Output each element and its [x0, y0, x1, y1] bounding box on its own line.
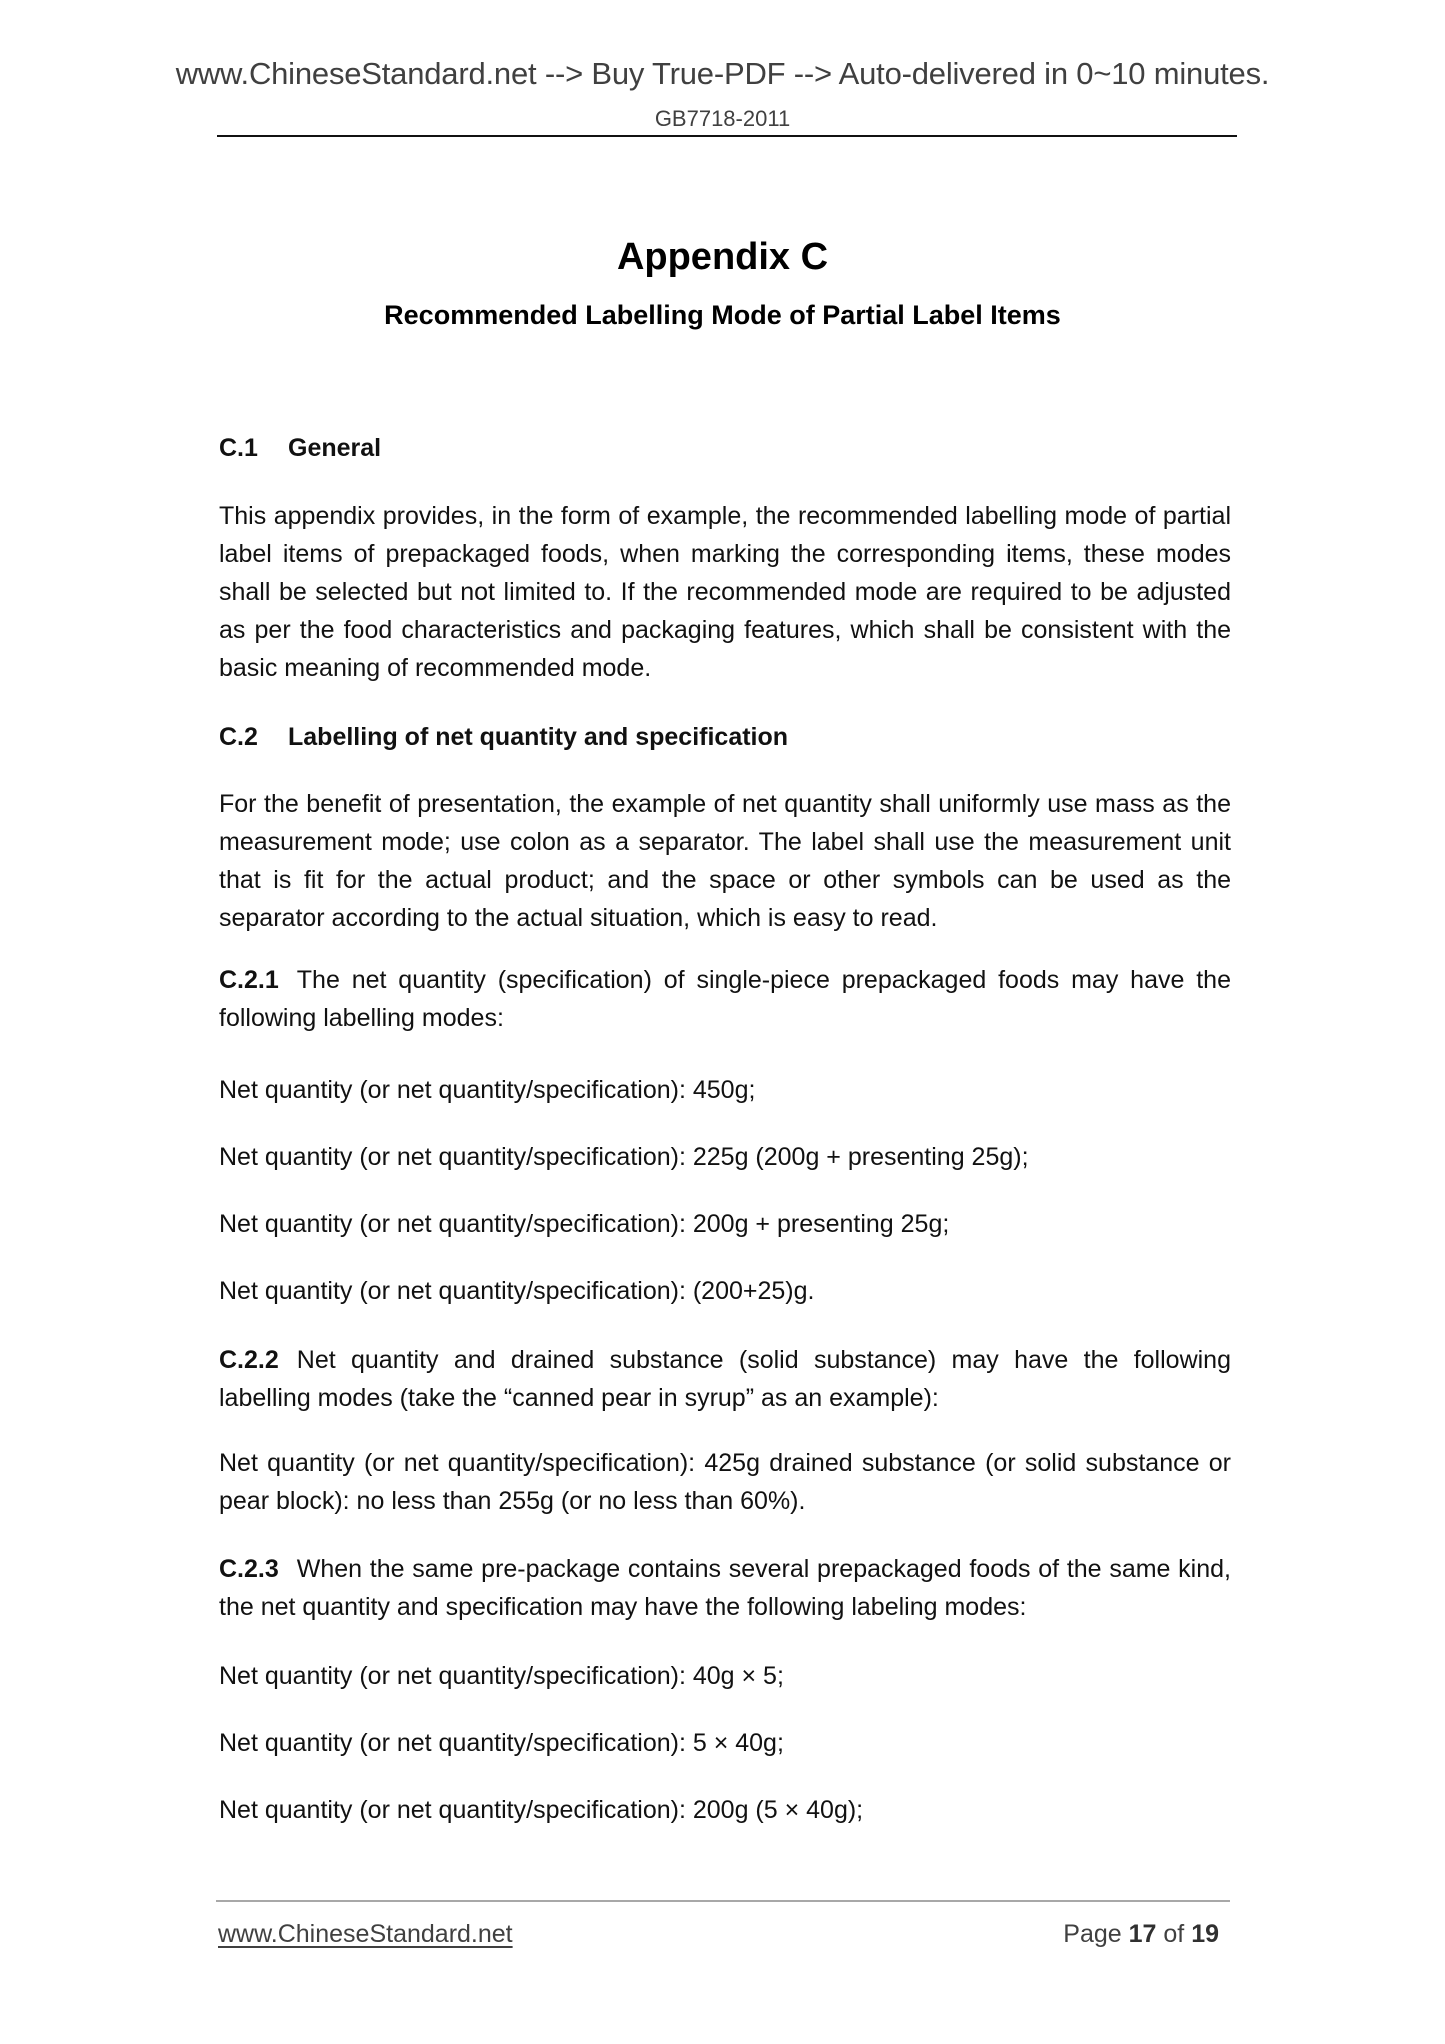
section-heading-c1	[219, 434, 381, 463]
section-title: Labelling of net quantity and specification	[288, 723, 789, 751]
page-number	[1063, 1920, 1219, 1949]
section-c2-body	[219, 785, 1231, 937]
section-number: C.1	[219, 434, 258, 462]
section-title: General	[288, 434, 382, 462]
clause-text: The net quantity (specification) of single-piece prepackaged foods may have the following labelling modes:	[219, 966, 1231, 1032]
clause-text: When the same pre-package contains several prepackaged foods of the same kind, the net quantity and specification may have the following labeling modes:	[219, 1555, 1231, 1621]
clause-number: C.2.3	[219, 1555, 279, 1583]
example-line: Net quantity (or net quantity/specification): 5 × 40g;	[219, 1729, 784, 1757]
footer-divider	[216, 1900, 1230, 1902]
example-line: Net quantity (or net quantity/specification): (200+25)g.	[219, 1277, 815, 1305]
paragraph: For the benefit of presentation, the example of net quantity shall uniformly use mass as the measurement mode; use colon as a separator. The label shall use the measurement unit that is fit for the actual product; and the space or other symbols can be used as the separator according to the actual situation, which is easy to read.	[219, 790, 1231, 932]
page-total: 19	[1191, 1920, 1219, 1948]
clause-c21	[219, 961, 1231, 1037]
section-number: C.2	[219, 723, 258, 751]
clause-c22	[219, 1341, 1231, 1417]
clause-c23	[219, 1550, 1231, 1626]
page-prefix: Page	[1063, 1920, 1122, 1948]
paragraph: This appendix provides, in the form of example, the recommended labelling mode of partial label items of prepackaged foods, when marking the corresponding items, these modes shall be selected but not limited to. If the recommended mode are required to be adjusted as per the food characteristics and packaging features, which shall be consistent with the basic meaning of recommended mode.	[219, 502, 1231, 682]
clause-number: C.2.2	[219, 1346, 279, 1374]
paragraph	[219, 1550, 1231, 1626]
header-divider	[217, 135, 1237, 137]
clause-text: Net quantity and drained substance (solid substance) may have the following labelling modes (take the “canned pear in syrup” as an example):	[219, 1346, 1231, 1412]
paragraph: Net quantity (or net quantity/specification): 425g drained substance (or solid substance or pear block): no less than 255g (or no less than 60%).	[219, 1449, 1231, 1515]
example-line: Net quantity (or net quantity/specification): 450g;	[219, 1076, 756, 1104]
clause-c22-example	[219, 1444, 1231, 1520]
example-line: Net quantity (or net quantity/specification): 40g × 5;	[219, 1662, 784, 1690]
section-heading-c2	[219, 723, 788, 752]
footer-website-link[interactable]: www.ChineseStandard.net	[218, 1920, 513, 1948]
appendix-subtitle: Recommended Labelling Mode of Partial Label Items	[384, 300, 1061, 330]
page-current: 17	[1128, 1920, 1157, 1948]
header-banner: www.ChineseStandard.net --> Buy True-PDF --> Auto-delivered in 0~10 minutes.	[175, 56, 1270, 91]
paragraph	[219, 1341, 1231, 1417]
example-line: Net quantity (or net quantity/specification): 200g (5 × 40g);	[219, 1796, 864, 1824]
example-line: Net quantity (or net quantity/specification): 225g (200g + presenting 25g);	[219, 1143, 1029, 1171]
paragraph	[219, 961, 1231, 1037]
document-code: GB7718-2011	[654, 106, 791, 131]
appendix-title: Appendix C	[616, 236, 829, 278]
section-c1-body	[219, 497, 1231, 687]
page-of: of	[1163, 1920, 1185, 1948]
clause-number: C.2.1	[219, 966, 279, 994]
example-line: Net quantity (or net quantity/specification): 200g + presenting 25g;	[219, 1210, 950, 1238]
